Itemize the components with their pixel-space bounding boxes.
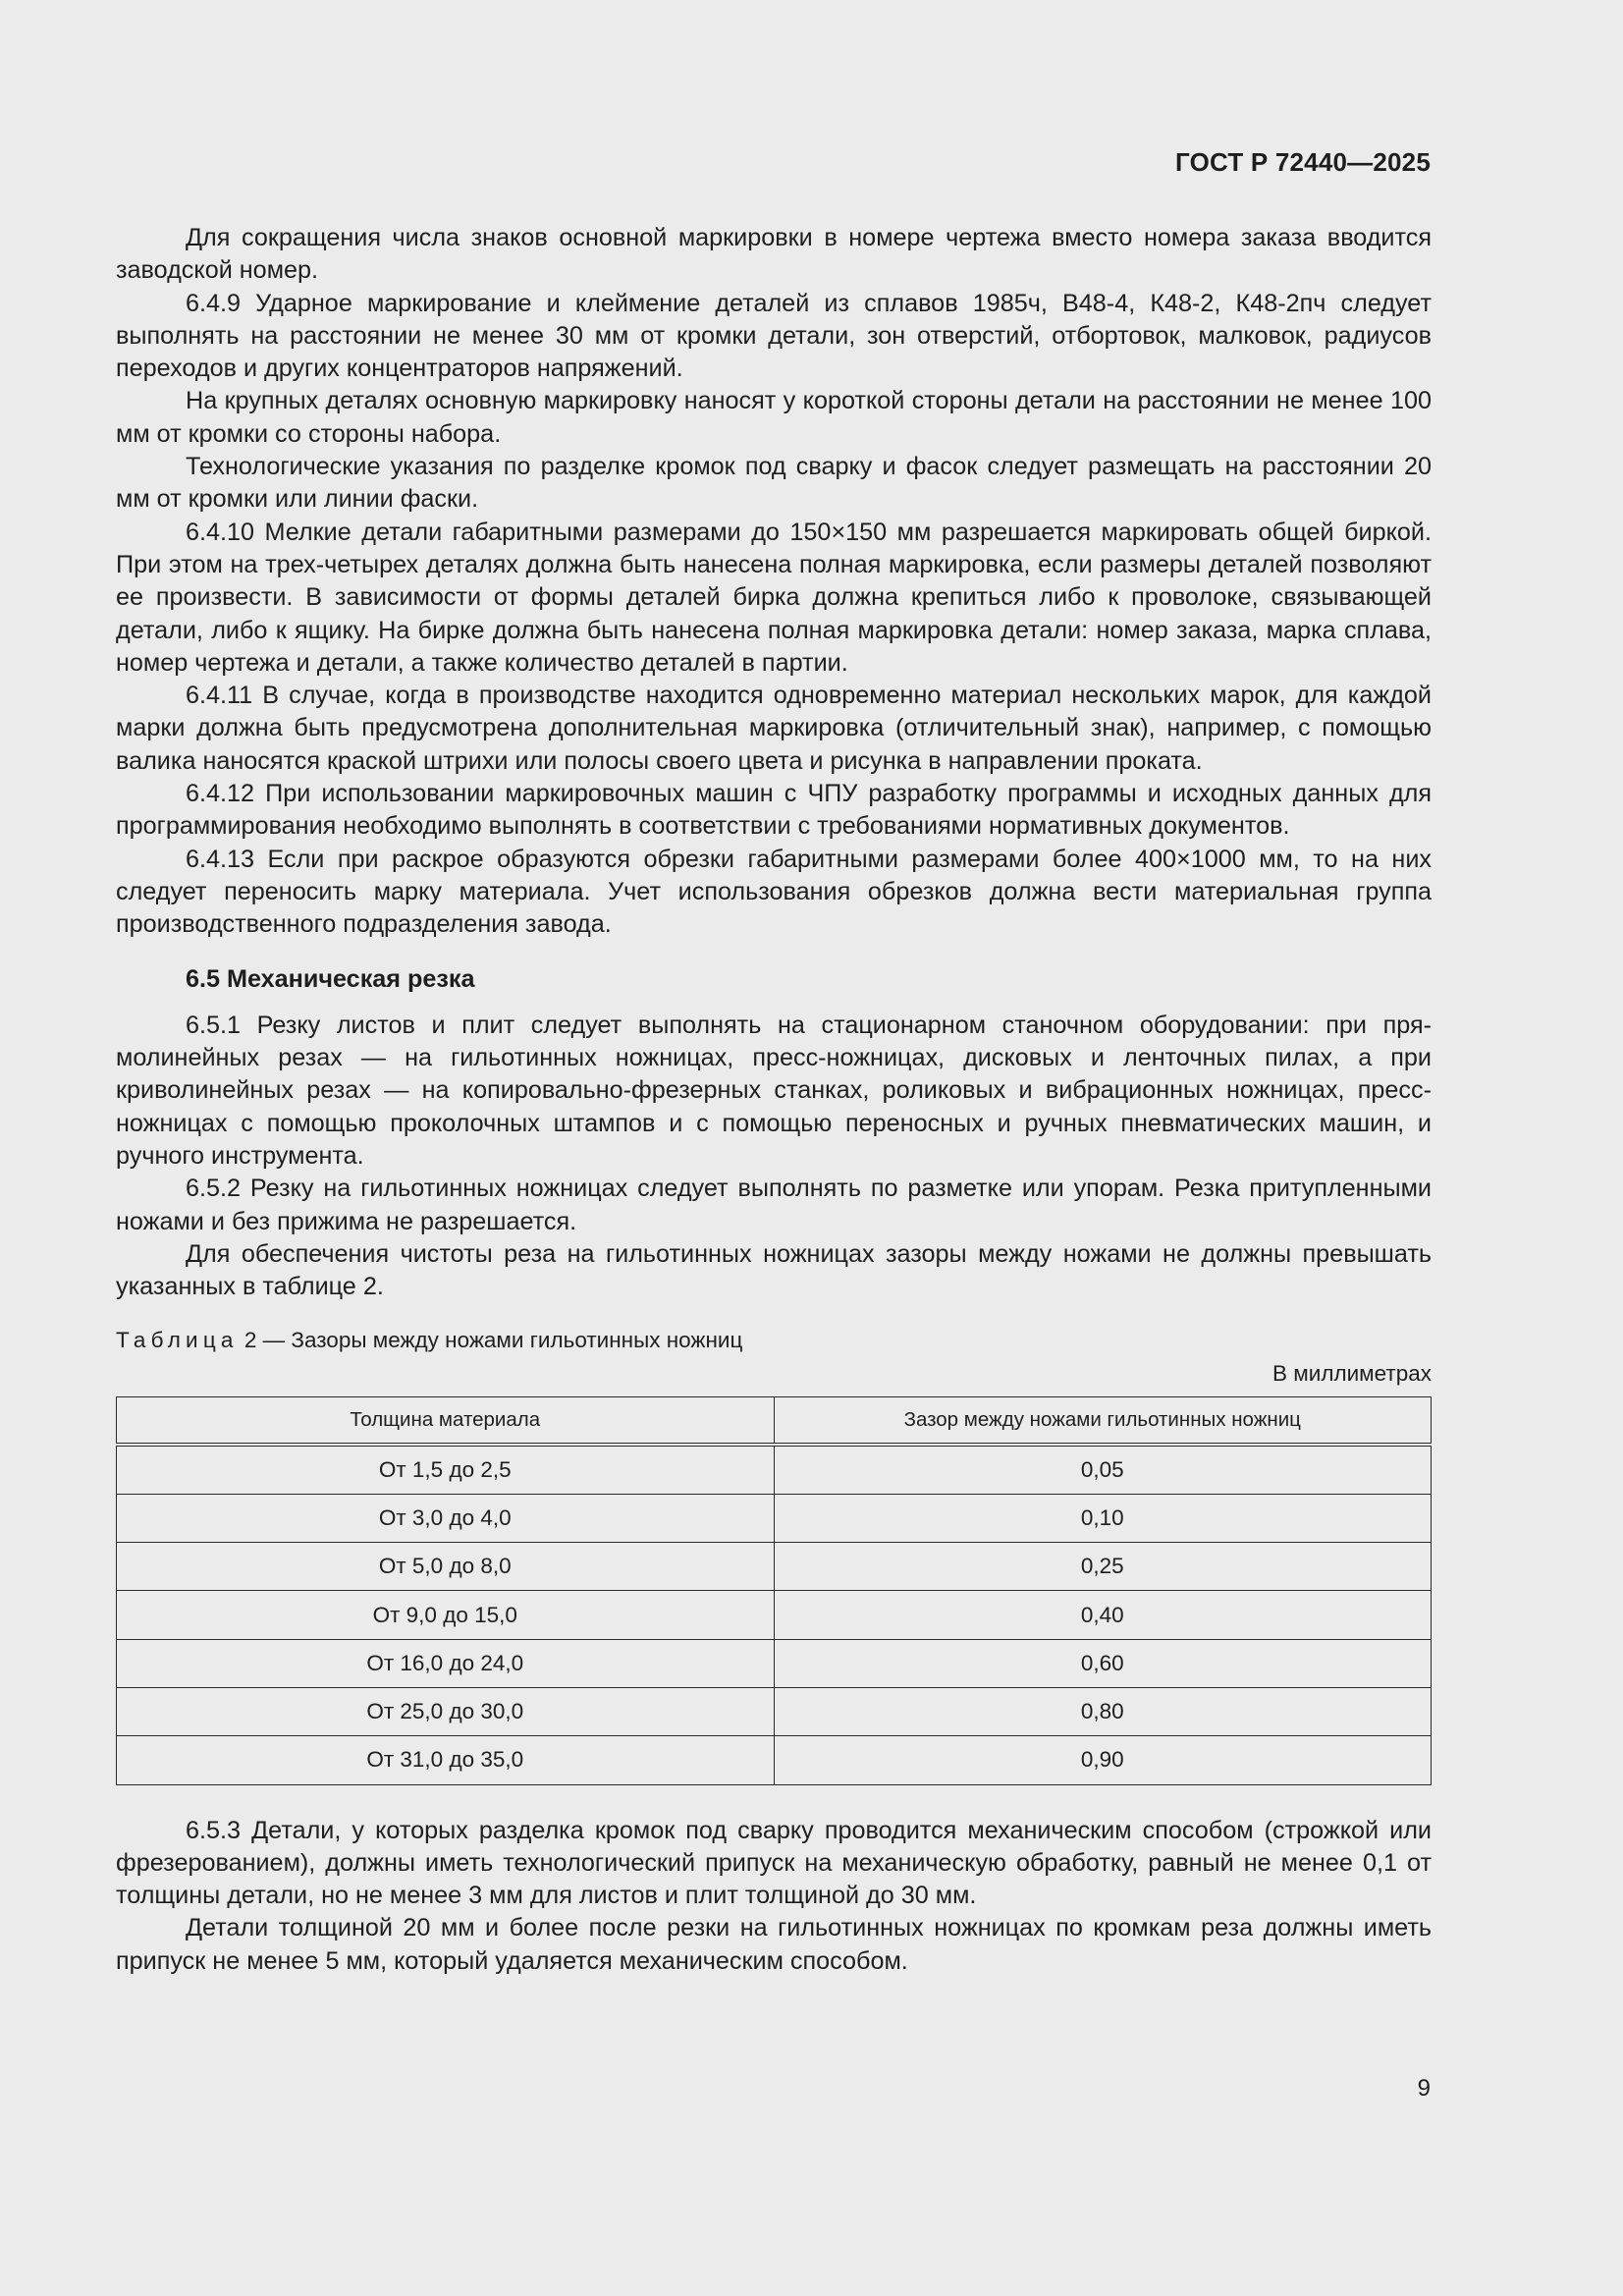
paragraph: Для обеспечения чистоты реза на гильотинных ножницах зазоры между ножами не должны превышать указанных в таблице 2. [116,1239,1432,1301]
table-header-row [117,1396,1432,1445]
column-header-gap: Зазор между ножами гильотинных ножниц [774,1396,1432,1445]
paragraph-6-4-10: 6.4.10 Мелкие детали габаритными размерами до 150×150 мм разрешается маркировать общей биркой. При этом на трех-четырех деталях должна быть нанесена полная маркировка, если размеры деталей позволяют ее произвести. В зависимости от формы деталей бирка должна крепиться либо к проволоке, связывающей детали, либо к ящику. На бирке должна быть нанесена полная маркировка детали: номер заказа, марка сплава, номер чертежа и детали, а также количество деталей в партии. [116,518,1432,677]
paragraph-6-5-1: 6.5.1 Резку листов и плит следует выполнять на стационарном станочном оборудовании: при прямолинейных резах — на гильотинных ножницах, пресс-ножницах, дисковых и ленточных пилах, а при криволинейных резах — на копировально-фрезерных станках, роликовых и вибрационных ножницах, пресс-ножницах с помощью проколочных штампов и с помощью переносных и ручных пневматических машин, и ручного инструмента. [116,1011,1432,1171]
paragraph-6-4-11: 6.4.11 В случае, когда в производстве находится одновременно материал нескольких марок, для каждой марки должна быть предусмотрена дополнительная маркировка (отличительный знак), например, с помощью валика наносятся краской штрихи или полосы своего цвета и рисунка в направлении проката. [116,682,1432,775]
cell-gap: 0,80 [774,1687,1432,1735]
cell-gap: 0,25 [774,1543,1432,1591]
page-number: 9 [1417,2075,1431,2102]
gap-table [116,1396,1432,1785]
table-caption-word: Таблица [116,1327,239,1352]
cell-thickness: От 25,0 до 30,0 [117,1687,775,1735]
table-row [117,1591,1432,1639]
paragraph-6-4-12: 6.4.12 При использовании маркировочных машин с ЧПУ разработку программы и исходных данных для программирования необходимо выполнять в соответствии с требованиями нормативных документов. [116,780,1432,841]
cell-gap: 0,60 [774,1639,1432,1687]
document-code-header: ГОСТ Р 72440—2025 [1175,147,1431,177]
table-row [117,1494,1432,1542]
table-row [117,1687,1432,1735]
cell-thickness: От 16,0 до 24,0 [117,1639,775,1687]
paragraph: Для сокращения числа знаков основной маркировки в номере чертежа вместо номера заказа вводится заводской номер. [116,224,1432,285]
paragraph-6-5-3: 6.5.3 Детали, у которых разделка кромок под сварку проводится механическим способом (строжкой или фрезерованием), должны иметь технологический припуск на механическую обработку, равный не менее 0,1 от толщины детали, но не менее 3 мм для листов и плит толщиной до 30 мм. [116,1816,1432,1910]
table-row [117,1736,1432,1784]
paragraph-6-4-9: 6.4.9 Ударное маркирование и клеймение деталей из сплавов 1985ч, В48-4, К48-2, К48-2пч следует выполнять на расстоянии не менее 30 мм от кромки детали, зон отверстий, отбортовок, малковок, радиусов переходов и других концентраторов напряжений. [116,289,1432,383]
cell-thickness: От 3,0 до 4,0 [117,1494,775,1542]
table-row [117,1543,1432,1591]
table-row [117,1639,1432,1687]
table-row [117,1445,1432,1495]
paragraph-6-5-2: 6.5.2 Резку на гильотинных ножницах следует выполнять по разметке или упорам. Резка притупленными ножами и без прижима не разрешается. [116,1175,1432,1235]
cell-gap: 0,10 [774,1494,1432,1542]
page-content [116,222,1432,1978]
cell-thickness: От 5,0 до 8,0 [117,1543,775,1591]
paragraph: На крупных деталях основную маркировку наносят у короткой стороны детали на расстоянии не менее 100 мм от кромки со стороны набора. [116,387,1432,448]
cell-thickness: От 1,5 до 2,5 [117,1445,775,1495]
paragraph: Технологические указания по разделке кромок под сварку и фасок следует размещать на расстоянии 20 мм от кромки или линии фаски. [116,453,1432,514]
paragraph: Детали толщиной 20 мм и более после резки на гильотинных ножницах по кромкам реза должны иметь припуск не менее 5 мм, который удаляется механическим способом. [116,1914,1432,1975]
section-heading: 6.5 Механическая резка [186,964,475,993]
cell-gap: 0,05 [774,1445,1432,1495]
table-caption-title: 2 — Зазоры между ножами гильотинных ножниц [238,1327,743,1352]
cell-thickness: От 9,0 до 15,0 [117,1591,775,1639]
column-header-thickness: Толщина материала [117,1396,775,1445]
cell-gap: 0,40 [774,1591,1432,1639]
table-caption [116,1326,1432,1355]
table-units: В миллиметрах [1272,1360,1432,1386]
cell-gap: 0,90 [774,1736,1432,1784]
paragraph-6-4-13: 6.4.13 Если при раскрое образуются обрезки габаритными размерами более 400×1000 мм, то на них следует переносить марку материала. Учет использования обрезков должна вести материальная группа производственного подразделения завода. [116,845,1432,939]
cell-thickness: От 31,0 до 35,0 [117,1736,775,1784]
